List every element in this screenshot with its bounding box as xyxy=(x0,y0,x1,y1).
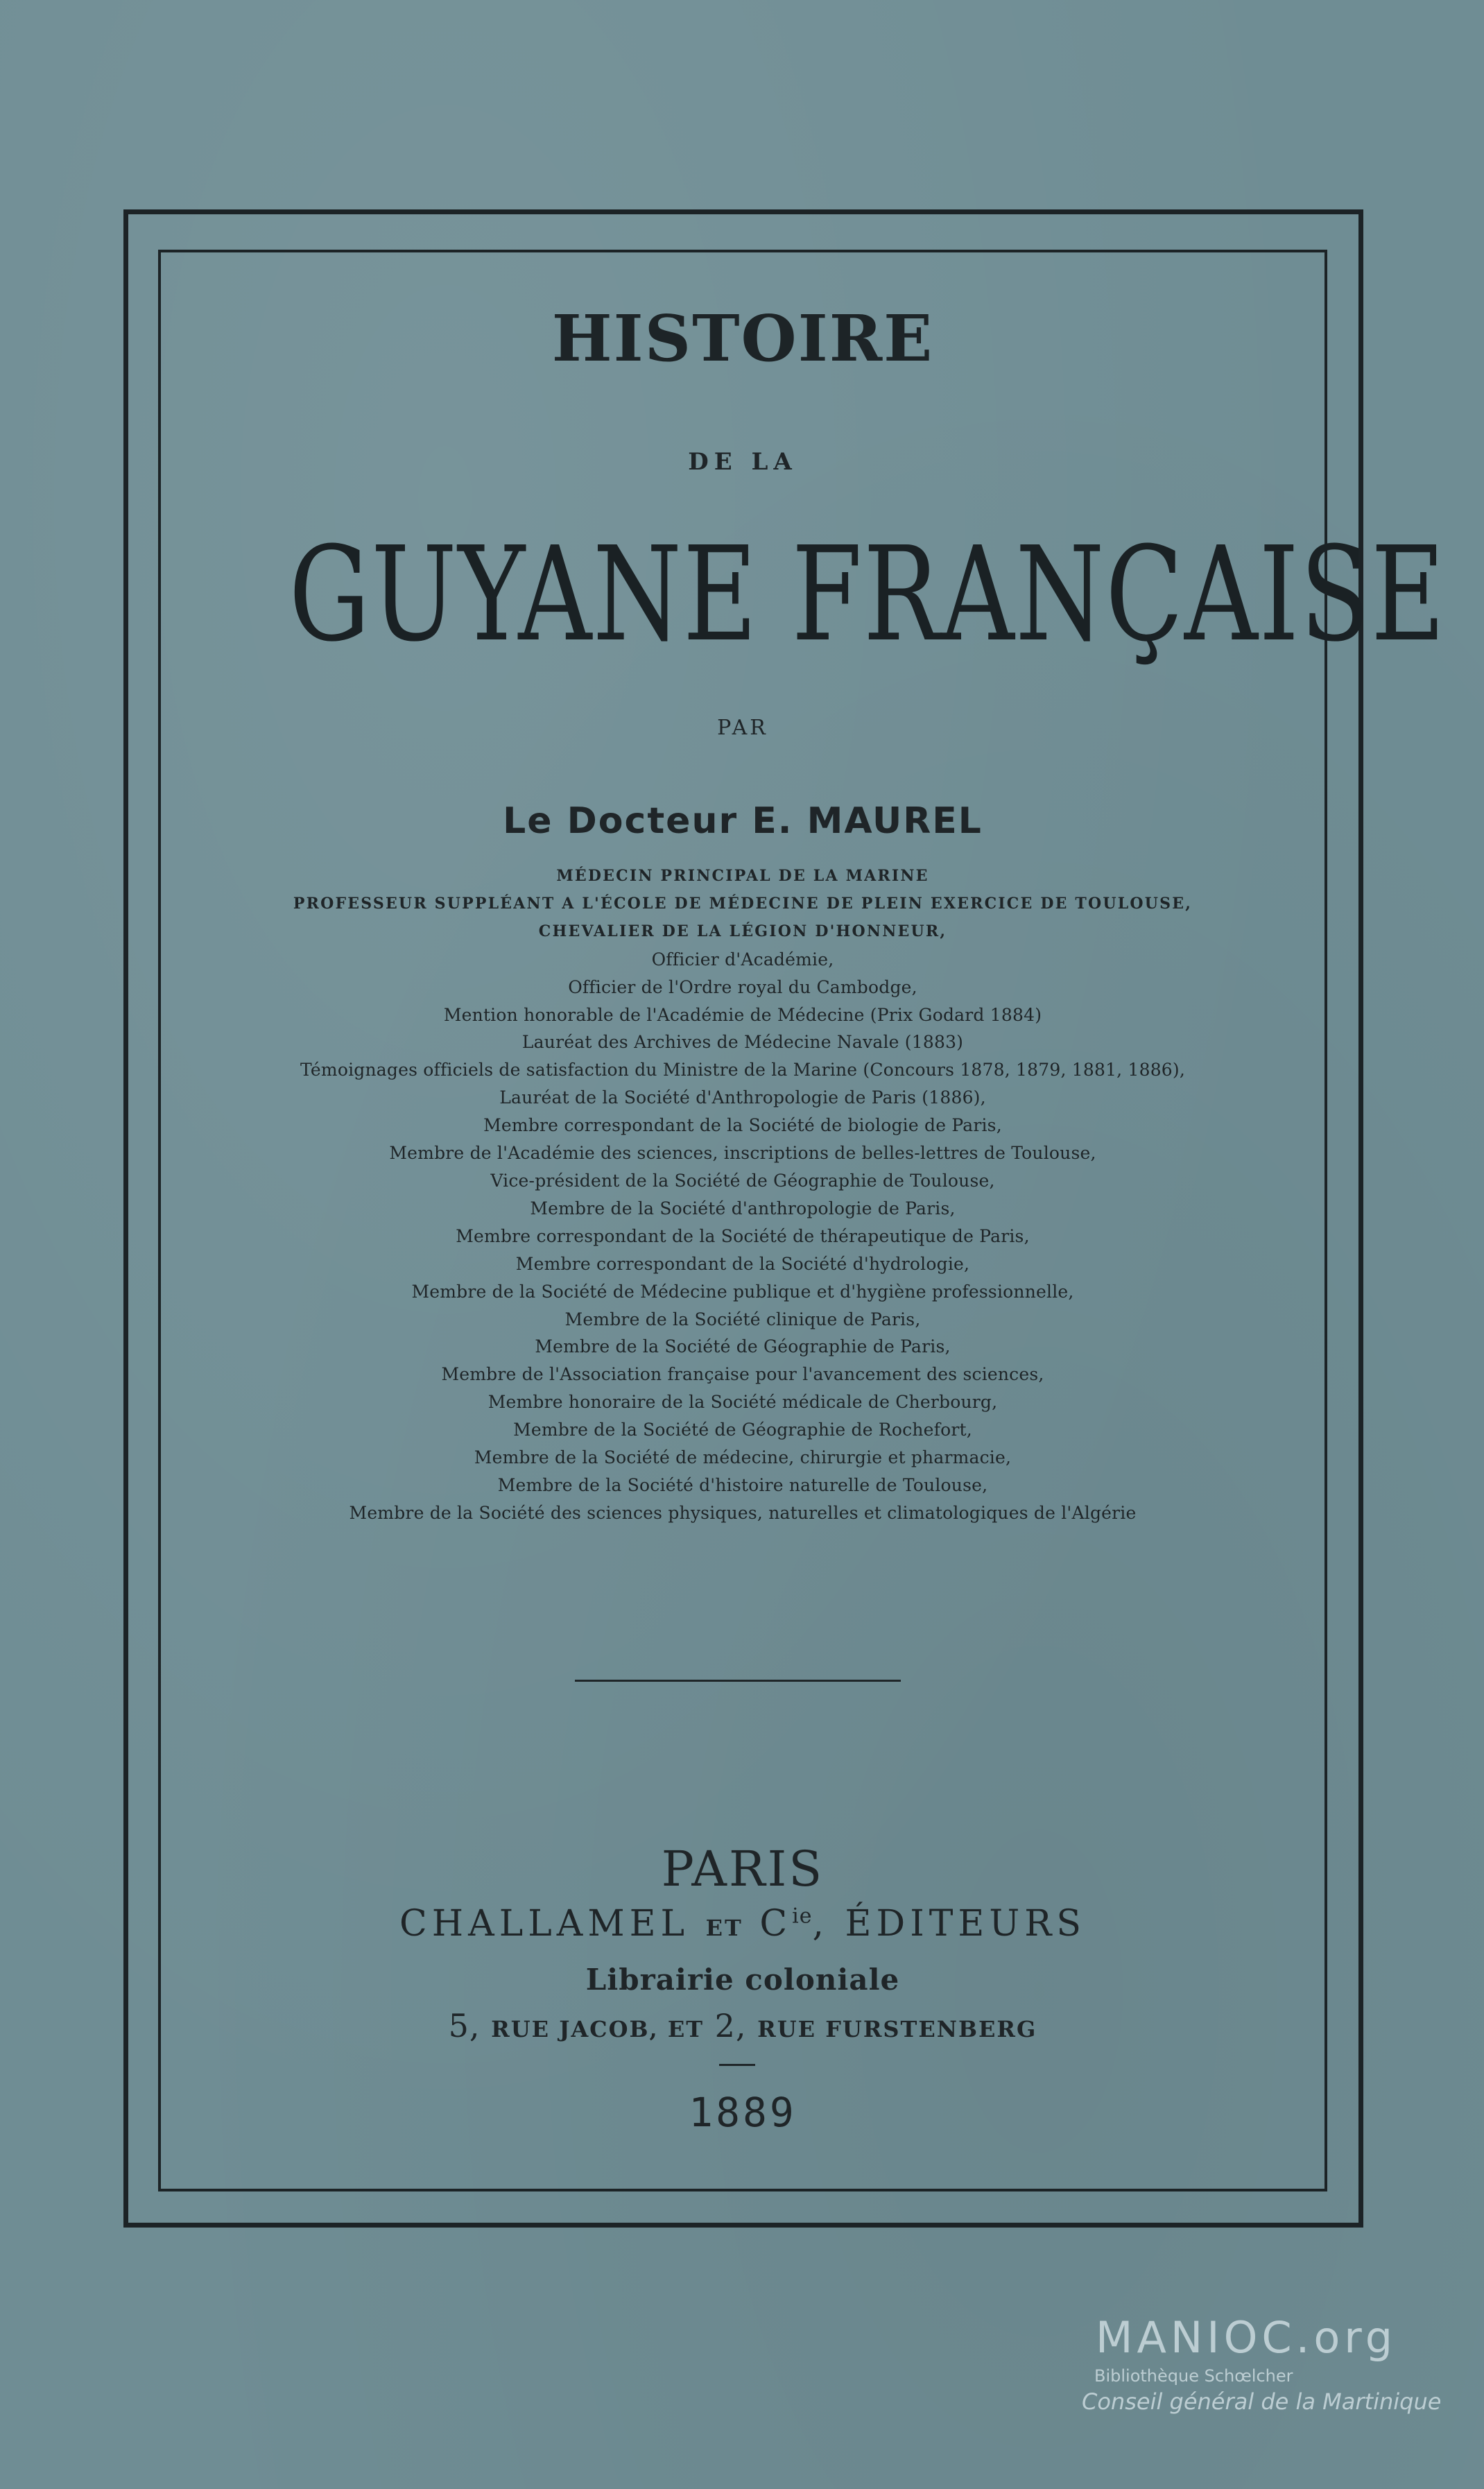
credential-line: Membre de la Société des sciences physiques, naturelles et climatologiques de l'Algérie xyxy=(349,1502,1137,1523)
credential-line: Membre correspondant de la Société de biologie de Paris, xyxy=(483,1115,1002,1136)
publisher-suffix: , ÉDITEURS xyxy=(812,1903,1086,1945)
credential-line: Membre de l'Académie des sciences, inscriptions de belles-lettres de Toulouse, xyxy=(389,1143,1096,1164)
credential-line: Lauréat des Archives de Médecine Navale (1883) xyxy=(521,1032,964,1053)
address-number-1: 5, xyxy=(448,2007,481,2044)
title-guyane-francaise: GUYANE FRANÇAISE xyxy=(288,519,1447,671)
credential-line: Membre de l'Association française pour l'avancement des sciences, xyxy=(441,1364,1044,1385)
publisher-c: C xyxy=(759,1903,793,1945)
credential-line: Membre de la Société de Géographie de Rochefort, xyxy=(513,1420,972,1440)
credential-line: Membre honoraire de la Société médicale de Cherbourg, xyxy=(488,1392,998,1413)
section-divider xyxy=(575,1680,901,1682)
author-credentials xyxy=(161,863,1325,1527)
credential-line: Mention honorable de l'Académie de Médecine (Prix Godard 1884) xyxy=(443,1004,1042,1025)
year-rule xyxy=(719,2064,755,2066)
credential-line: Membre de la Société clinique de Paris, xyxy=(564,1309,921,1329)
label-par: PAR xyxy=(717,716,768,740)
address-part-2: RUE FURSTENBERG xyxy=(757,2016,1037,2042)
credential-line: Membre correspondant de la Société d'hydrologie, xyxy=(515,1253,970,1274)
publisher-address xyxy=(161,2007,1325,2044)
publisher-name: CHALLAMEL xyxy=(399,1903,690,1945)
credential-line: Membre correspondant de la Société de thérapeutique de Paris, xyxy=(456,1225,1030,1246)
publication-year: 1889 xyxy=(689,2089,797,2136)
library-name: Librairie coloniale xyxy=(585,1963,900,1997)
publication-city: PARIS xyxy=(661,1841,825,1897)
title-page xyxy=(161,252,1447,2189)
title-de-la: DE LA xyxy=(688,448,797,476)
publisher-line xyxy=(161,1903,1325,1945)
credential-line: Vice-président de la Société de Géographie de Toulouse, xyxy=(490,1170,995,1191)
address-number-2: 2, xyxy=(714,2007,747,2044)
credential-line: Membre de la Société d'anthropologie de Paris, xyxy=(530,1198,956,1218)
address-part-1: RUE JACOB, ET xyxy=(491,2016,705,2042)
credential-line: Témoignages officiels de satisfaction du Ministre de la Marine (Concours 1878, 1879, 1881, 1886), xyxy=(300,1060,1186,1080)
credential-line: Lauréat de la Société d'Anthropologie de Paris (1886), xyxy=(499,1087,986,1108)
credential-line: Membre de la Société de Médecine publique et d'hygiène professionnelle, xyxy=(411,1281,1074,1302)
credential-line: Officier d'Académie, xyxy=(651,949,834,970)
credential-line: Officier de l'Ordre royal du Cambodge, xyxy=(568,976,917,997)
publisher-ie: ie xyxy=(792,1904,813,1929)
credential-line: Membre de la Société de Géographie de Paris, xyxy=(535,1336,951,1357)
publisher-et: ET xyxy=(705,1915,743,1941)
title-histoire: HISTOIRE xyxy=(551,301,934,376)
credential-line: Membre de la Société d'histoire naturelle de Toulouse, xyxy=(497,1474,988,1495)
credential-line: MÉDECIN PRINCIPAL DE LA MARINE xyxy=(556,867,929,885)
manioc-logo: MANIOC.org xyxy=(1096,2312,1397,2363)
credential-line: Membre de la Société de médecine, chirurgie et pharmacie, xyxy=(474,1447,1012,1468)
watermark-line-1: Bibliothèque Schœlcher xyxy=(1094,2366,1293,2386)
credential-line: PROFESSEUR SUPPLÉANT A L'ÉCOLE DE MÉDECINE DE PLEIN EXERCICE DE TOULOUSE, xyxy=(293,894,1193,913)
author-name: Le Docteur E. MAUREL xyxy=(503,800,983,842)
watermark-line-2: Conseil général de la Martinique xyxy=(1082,2388,1442,2415)
credential-line: CHEVALIER DE LA LÉGION D'HONNEUR, xyxy=(538,922,947,940)
library-watermark xyxy=(1082,2312,1456,2415)
